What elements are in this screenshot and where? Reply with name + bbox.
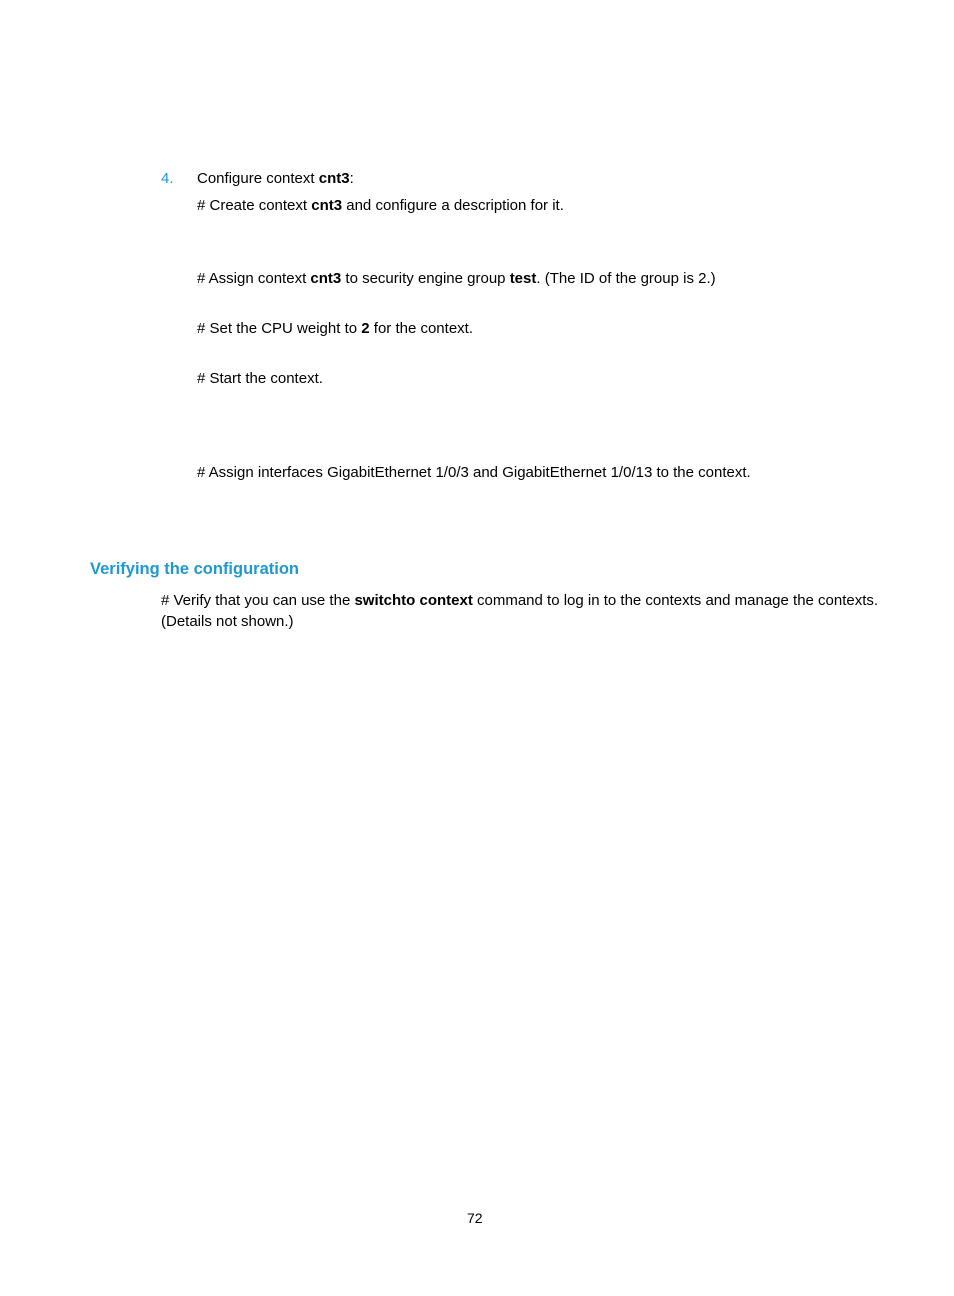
comment-create-context [197, 197, 564, 215]
step-intro [197, 170, 354, 188]
step-intro-colon: : [349, 170, 354, 187]
details-note: (Details not shown.) [161, 613, 294, 630]
context-name: cnt3 [311, 197, 343, 214]
step-4-line [161, 170, 174, 188]
comment-start-context: # Start the context. [197, 370, 323, 387]
context-name: cnt3 [310, 270, 342, 287]
command-name: switchto context [354, 592, 473, 609]
cpu-weight-value: 2 [361, 320, 370, 337]
comment-cpu-weight [197, 320, 473, 338]
comment-text: # Create context [197, 197, 312, 214]
comment-assign-interfaces: # Assign interfaces GigabitEthernet 1/0/3 and GigabitEthernet 1/0/13 to the context. [197, 464, 751, 481]
group-name: test [509, 270, 537, 287]
comment-text: # Assign context [197, 270, 311, 287]
context-name: cnt3 [318, 170, 350, 187]
comment-text: # Set the CPU weight to [197, 320, 362, 337]
comment-text: and configure a description for it. [342, 197, 564, 214]
verify-text: # Verify that you can use the [161, 592, 355, 609]
step-number: 4. [161, 170, 174, 187]
comment-assign-group [197, 270, 716, 288]
page-number: 72 [467, 1210, 483, 1226]
comment-text: for the context. [369, 320, 473, 337]
section-heading: Verifying the configuration [90, 560, 300, 578]
verify-text: command to log in to the contexts and manage the contexts. [472, 592, 879, 609]
step-intro-text: Configure context [197, 170, 319, 187]
comment-text: to security engine group [341, 270, 510, 287]
comment-text: . (The ID of the group is 2.) [536, 270, 716, 287]
verify-paragraph [161, 592, 878, 610]
